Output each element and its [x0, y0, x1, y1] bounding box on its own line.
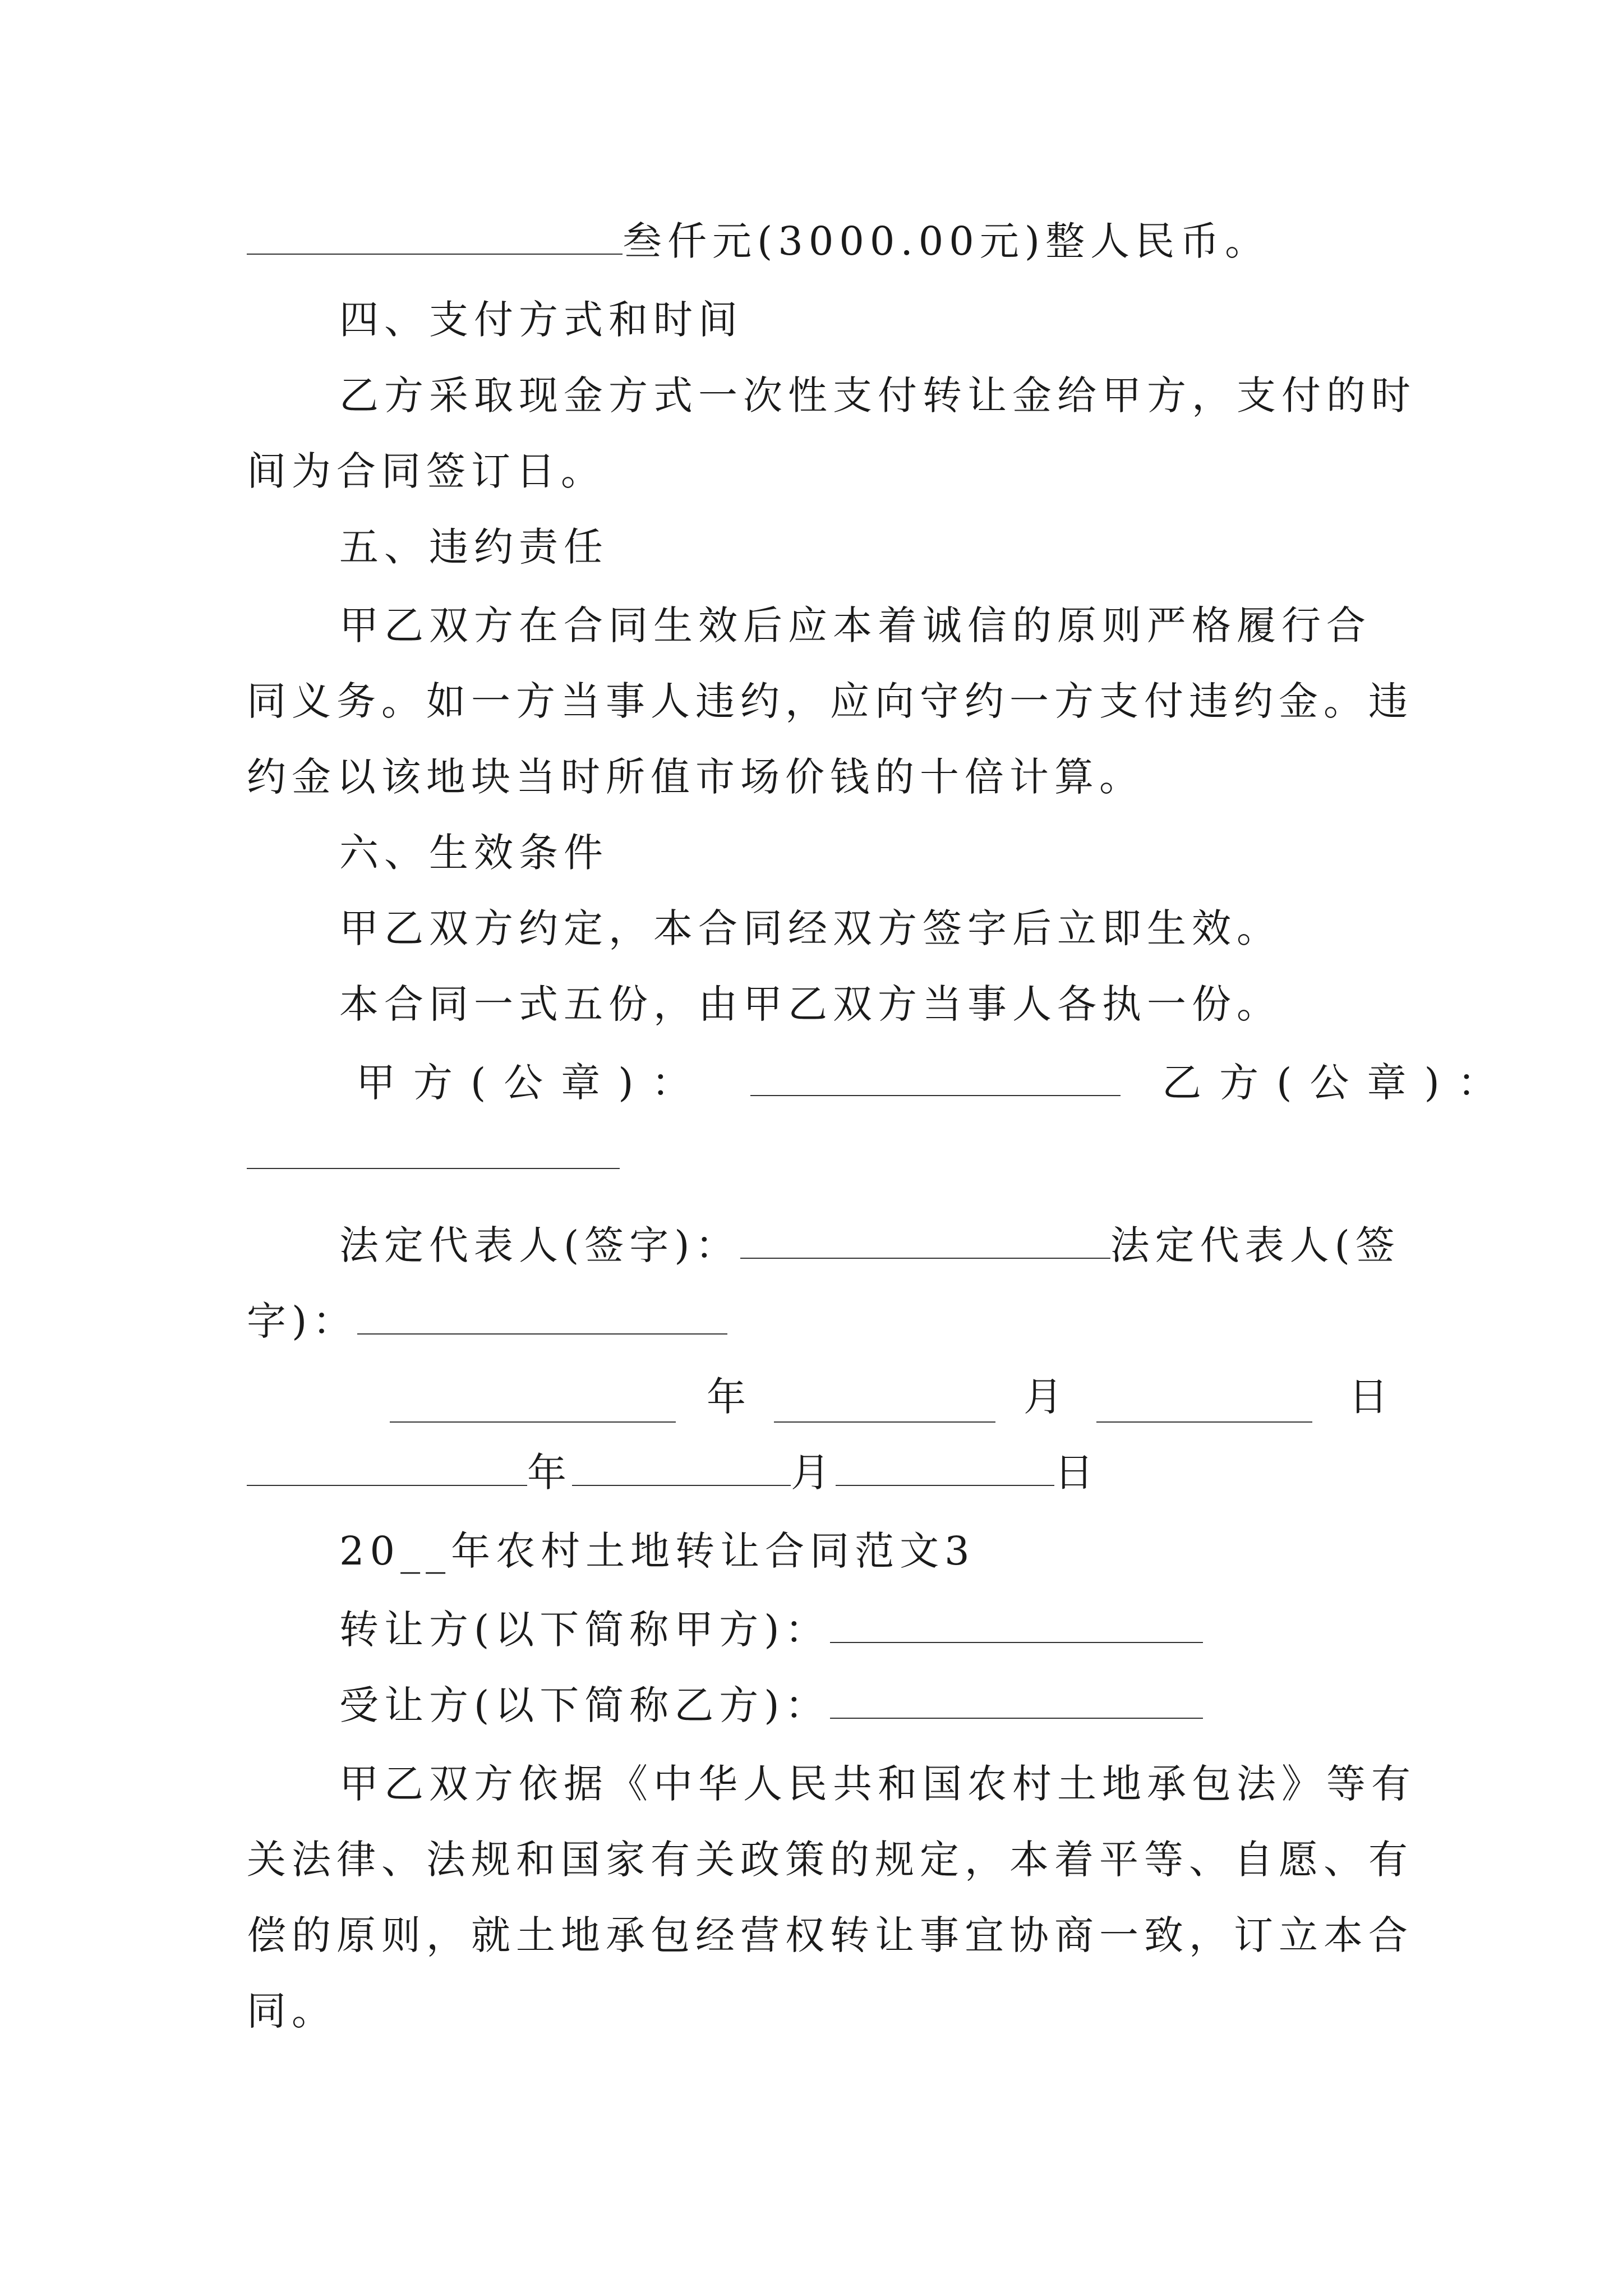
paragraph: 关法律、法规和国家有关政策的规定，本着平等、自愿、有: [247, 1837, 1413, 1883]
day-label: 日: [1054, 1450, 1099, 1496]
transferor-line: [339, 1602, 1478, 1658]
blank-field: [830, 1682, 1203, 1719]
legal-rep-line-continued: [247, 1293, 1385, 1349]
day-label: 日: [1349, 1374, 1388, 1420]
blank-field: [357, 1297, 727, 1335]
month-label: 月: [1023, 1374, 1063, 1420]
seal-line-continued: [247, 1128, 1385, 1184]
paragraph: 偿的原则，就土地承包经营权转让事宜协商一致，订立本合: [247, 1912, 1413, 1958]
paragraph: 甲乙双方依据《中华人民共和国农村土地承包法》等有: [339, 1761, 1416, 1807]
amount-line: [247, 213, 1385, 269]
blank-field: [774, 1386, 995, 1423]
paragraph: 甲乙双方约定，本合同经双方签字后立即生效。: [339, 905, 1281, 951]
blank-field: [830, 1606, 1203, 1643]
paragraph: 同义务。如一方当事人违约，应向守约一方支付违约金。违: [247, 678, 1413, 724]
section-6-heading: 六、生效条件: [339, 830, 608, 876]
paragraph: 约金以该地块当时所值市场价钱的十倍计算。: [247, 754, 1144, 800]
transferor-label: 转让方(以下简称甲方)：: [339, 1607, 830, 1653]
blank-field: [247, 218, 623, 255]
year-label: 年: [527, 1450, 572, 1496]
section-4-heading: 四、支付方式和时间: [339, 297, 743, 343]
blank-field: [740, 1222, 1110, 1259]
legal-rep-b-label-end: 字)：: [247, 1298, 358, 1344]
blank-field: [572, 1449, 791, 1486]
paragraph: 间为合同签订日。: [247, 448, 606, 494]
paragraph: 同。: [247, 1988, 336, 2034]
blank-field: [247, 1449, 527, 1486]
blank-field: [1096, 1386, 1312, 1423]
party-b-seal-label: 乙方(公章)：: [1162, 1060, 1515, 1106]
blank-field: [750, 1059, 1121, 1096]
legal-rep-b-label: 法定代表人(签: [1110, 1222, 1400, 1268]
paragraph: 乙方采取现金方式一次性支付转让金给甲方，支付的时: [339, 372, 1416, 418]
section-5-heading: 五、违约责任: [339, 524, 608, 570]
transferee-label: 受让方(以下简称乙方)：: [339, 1682, 830, 1728]
blank-field: [247, 1132, 620, 1169]
date-row-b: [247, 1444, 1385, 1501]
contract-3-title: 20__年农村土地转让合同范文3: [339, 1528, 975, 1574]
legal-rep-a-label: 法定代表人(签字)：: [339, 1222, 740, 1268]
amount-text: 叁仟元(3000.00元)整人民币。: [623, 218, 1270, 264]
year-label: 年: [707, 1374, 746, 1420]
paragraph: 甲乙双方在合同生效后应本着诚信的原则严格履行合: [339, 602, 1371, 648]
transferee-line: [339, 1677, 1478, 1733]
legal-rep-line: [339, 1217, 1478, 1273]
seal-line: [356, 1055, 1515, 1111]
paragraph: 本合同一式五份，由甲乙双方当事人各执一份。: [339, 981, 1281, 1027]
blank-field: [390, 1386, 676, 1423]
blank-field: [836, 1449, 1054, 1486]
party-a-seal-label: 甲方(公章)：: [356, 1060, 709, 1106]
month-label: 月: [791, 1450, 836, 1496]
